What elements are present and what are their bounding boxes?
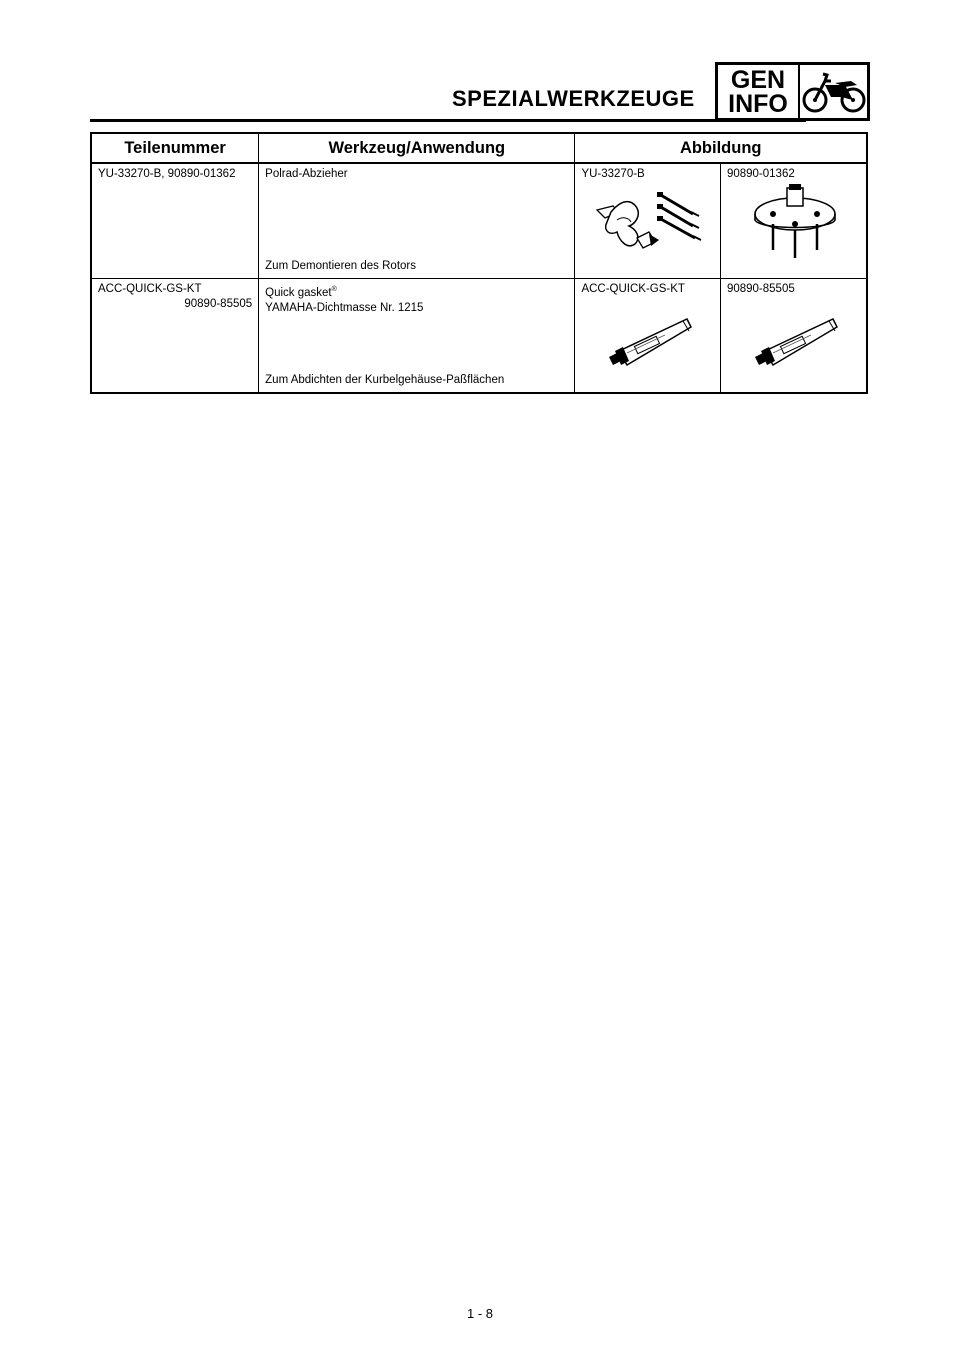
figure-label: YU-33270-B bbox=[581, 168, 645, 180]
tool-name: Polrad-Abzieher bbox=[265, 168, 348, 180]
figure-label: 90890-85505 bbox=[726, 283, 795, 295]
flywheel-puller-icon bbox=[745, 184, 845, 260]
column-header-tool-usage: Werkzeug/Anwendung bbox=[259, 133, 575, 163]
tool-name: Quick gasket bbox=[265, 286, 332, 299]
page-title: SPEZIALWERKZEUGE bbox=[452, 86, 695, 111]
motorcycle-icon bbox=[800, 65, 867, 118]
figure-cell-b bbox=[720, 279, 867, 394]
part-number: YU-33270-B, 90890-01362 bbox=[98, 168, 236, 180]
badge-line-info: INFO bbox=[728, 89, 788, 118]
part-number-alt: 90890-85505 bbox=[184, 298, 253, 310]
part-number: ACC-QUICK-GS-KT bbox=[98, 283, 202, 295]
figure-cell-a bbox=[575, 163, 721, 279]
badge-label bbox=[718, 65, 800, 118]
tool-description-cell bbox=[259, 163, 575, 279]
section-badge bbox=[715, 62, 870, 121]
tool-usage: Zum Abdichten der Kurbelgehäuse-Paßflächen bbox=[265, 374, 505, 386]
figure-cell-b bbox=[720, 163, 867, 279]
tool-description-cell bbox=[259, 279, 575, 394]
table-row bbox=[91, 279, 867, 394]
badge-line-gen: GEN bbox=[730, 65, 786, 94]
column-header-part-number: Teilenummer bbox=[91, 133, 259, 163]
table-header-row bbox=[91, 133, 867, 163]
tool-subtitle: YAMAHA-Dichtmasse Nr. 1215 bbox=[265, 301, 424, 314]
figure-label: 90890-01362 bbox=[726, 168, 795, 180]
figure-cell-a bbox=[575, 279, 721, 394]
registered-mark: ® bbox=[331, 286, 337, 293]
figure-label: ACC-QUICK-GS-KT bbox=[581, 283, 685, 295]
sealant-tube-icon bbox=[751, 315, 843, 373]
special-tools-table bbox=[90, 132, 868, 394]
tool-name-line bbox=[265, 282, 568, 301]
part-number-cell bbox=[91, 163, 259, 279]
page-number: 1 - 8 bbox=[466, 1306, 493, 1321]
header-divider bbox=[90, 119, 806, 122]
tool-usage: Zum Demontieren des Rotors bbox=[265, 260, 416, 272]
table-row bbox=[91, 163, 867, 279]
sealant-tube-icon bbox=[605, 315, 697, 373]
part-number-cell bbox=[91, 279, 259, 394]
flywheel-puller-kit-icon bbox=[589, 190, 709, 256]
column-header-illustration: Abbildung bbox=[575, 133, 867, 163]
